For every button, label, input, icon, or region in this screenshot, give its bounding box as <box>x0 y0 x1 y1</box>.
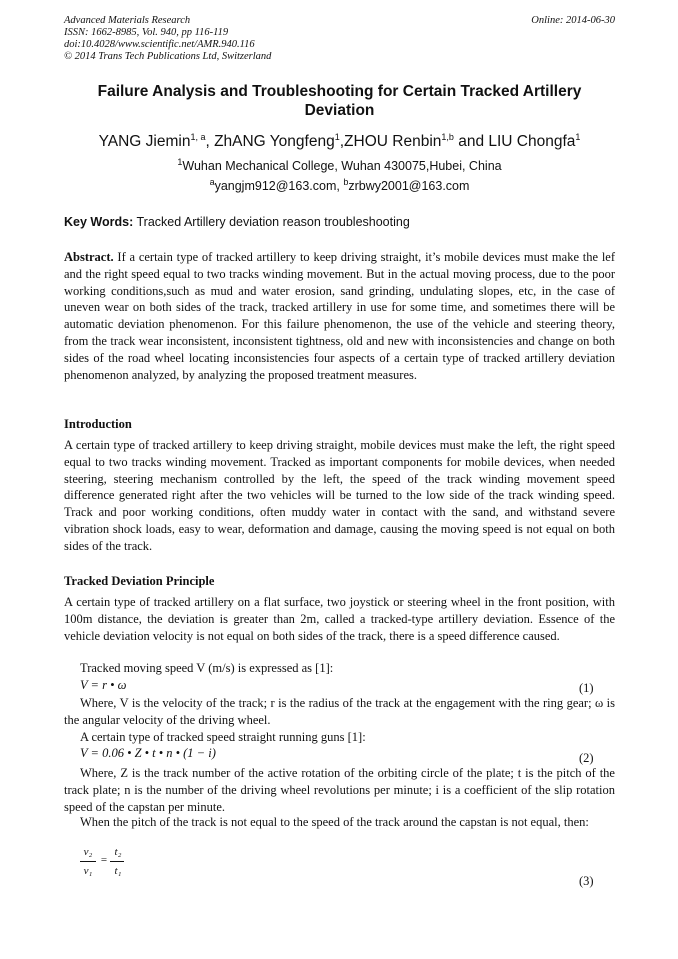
email-line <box>64 178 615 194</box>
eq3-fraction-bar-left <box>80 861 96 862</box>
affiliation <box>64 158 615 174</box>
principle-paragraph-2: Tracked moving speed V (m/s) is expressed as [1]: <box>80 661 334 675</box>
author-name: YANG Jiemin <box>98 133 191 150</box>
abstract <box>64 249 615 383</box>
journal-name: Advanced Materials Research <box>64 15 191 26</box>
abstract-label: Abstract. <box>64 250 114 264</box>
author-name: ,ZHOU Renbin <box>339 133 442 150</box>
principle-paragraph-1: A certain type of tracked artillery on a flat surface, two joystick or steering wheel in the front position, with 100m distance, the deviation is greater than 2m, called a tracked-type artillery deviation. Essence of the vehicle deviation velocity is not equal on both sides of the track, there is a speed difference caused. <box>64 595 615 643</box>
author-list <box>64 132 615 152</box>
equation-2-number: (2) <box>579 751 594 765</box>
running-header <box>64 15 615 63</box>
introduction-heading: Introduction <box>64 417 132 431</box>
doi-line: doi:10.4028/www.scientific.net/AMR.940.116 <box>64 39 255 50</box>
principle-paragraph-6: When the pitch of the track is not equal to the speed of the track around the capstan is not equal, then: <box>80 815 589 829</box>
eq3-equals: = <box>100 854 108 866</box>
abstract-text: If a certain type of tracked artillery to keep driving straight, it’s mobile devices must make the lef and the right speed equal to two tracks winding movement. But in the actual moving process, due to the poor working conditions,such as mud and water erosion, sand grinding, undulating slopes, etc, in the case of uneven wear on both sides of the track, tracked artillery in use for some time, and sometimes there will be automatic deviation phenomenon. For this failure phenomenon, the use of the vehicle and steering theory, from the track wear inconsistent, inconsistent tightness, old and new with inconsistencies and change on both sides of the road wheel locating inconsistencies four aspects of a certain type of tracked artillery deviation phenomenon analyzed, by analyzing the proposed treatment measures. <box>64 250 615 382</box>
issn-line: ISSN: 1662-8985, Vol. 940, pp 116-119 <box>64 27 229 38</box>
equation-3-number: (3) <box>579 874 594 888</box>
copyright-line: © 2014 Trans Tech Publications Ltd, Switzerland <box>64 51 272 62</box>
equation-1: V = r • ω <box>80 678 127 692</box>
author-sup: 1 <box>334 131 340 142</box>
online-date: Online: 2014-06-30 <box>531 15 615 26</box>
principle-paragraph-3: Where, V is the velocity of the track; r is the radius of the track at the engagement with the ring gear; ω is the angular velocity of the driving wheel. <box>64 696 615 727</box>
principle-paragraph-4: A certain type of tracked speed straight running guns [1]: <box>80 730 366 744</box>
affiliation-text: Wuhan Mechanical College, Wuhan 430075,Hubei, China <box>182 159 502 173</box>
equation-1-number: (1) <box>579 681 594 695</box>
email-sup-b: b <box>343 176 349 187</box>
principle-heading: Tracked Deviation Principle <box>64 574 215 588</box>
eq3-denominator-right: t₁ <box>114 865 122 877</box>
author-name: , ZhANG Yongfeng <box>205 133 335 150</box>
equation-2: V = 0.06 • Z • t • n • (1 − i) <box>80 746 216 760</box>
affiliation-sup: 1 <box>177 156 183 167</box>
eq3-numerator-left: v₂ <box>83 846 93 858</box>
eq3-fraction-bar-right <box>110 861 124 862</box>
keywords <box>64 214 615 230</box>
eq3-denominator-left: v₁ <box>83 865 93 877</box>
author-sup: 1 <box>575 131 581 142</box>
paper-title: Failure Analysis and Troubleshooting for Certain Tracked Artillery Deviation <box>97 83 582 119</box>
author-name: and LIU Chongfa <box>453 133 576 150</box>
email-b: zrbwy2001@163.com <box>348 179 470 193</box>
keywords-label: Key Words: <box>64 215 134 229</box>
email-sup-a: a <box>209 176 215 187</box>
eq3-numerator-right: t₂ <box>114 846 122 858</box>
author-sup: 1,b <box>441 131 454 142</box>
author-sup: 1, a <box>190 131 206 142</box>
principle-paragraph-5: Where, Z is the track number of the active rotation of the orbiting circle of the plate; t is the pitch of the track plate; n is the number of the driving wheel revolutions per minute; i is a coefficient of the slip rotation speed of the capstan per minute. <box>64 766 615 814</box>
introduction-text: A certain type of tracked artillery to keep driving straight, mobile devices must make the left, the right speed equal to two tracks winding movement. Tracked as important components for mobile devices, when needed steering, steering mechanism controlled by the left, the speed of the track winding movement speed difference generated right after the two vehicles will be turned to the low side of the track winding speed. Track and poor working conditions, often muddy water in contact with the sand, and withstand severe vibration shock loads, easy to wear, deformation and damage, causing the moving speed is not equal on both sides of the track. <box>64 438 615 553</box>
email-a: yangjm912@163.com, <box>214 179 344 193</box>
keywords-text: Tracked Artillery deviation reason troubleshooting <box>133 215 410 229</box>
